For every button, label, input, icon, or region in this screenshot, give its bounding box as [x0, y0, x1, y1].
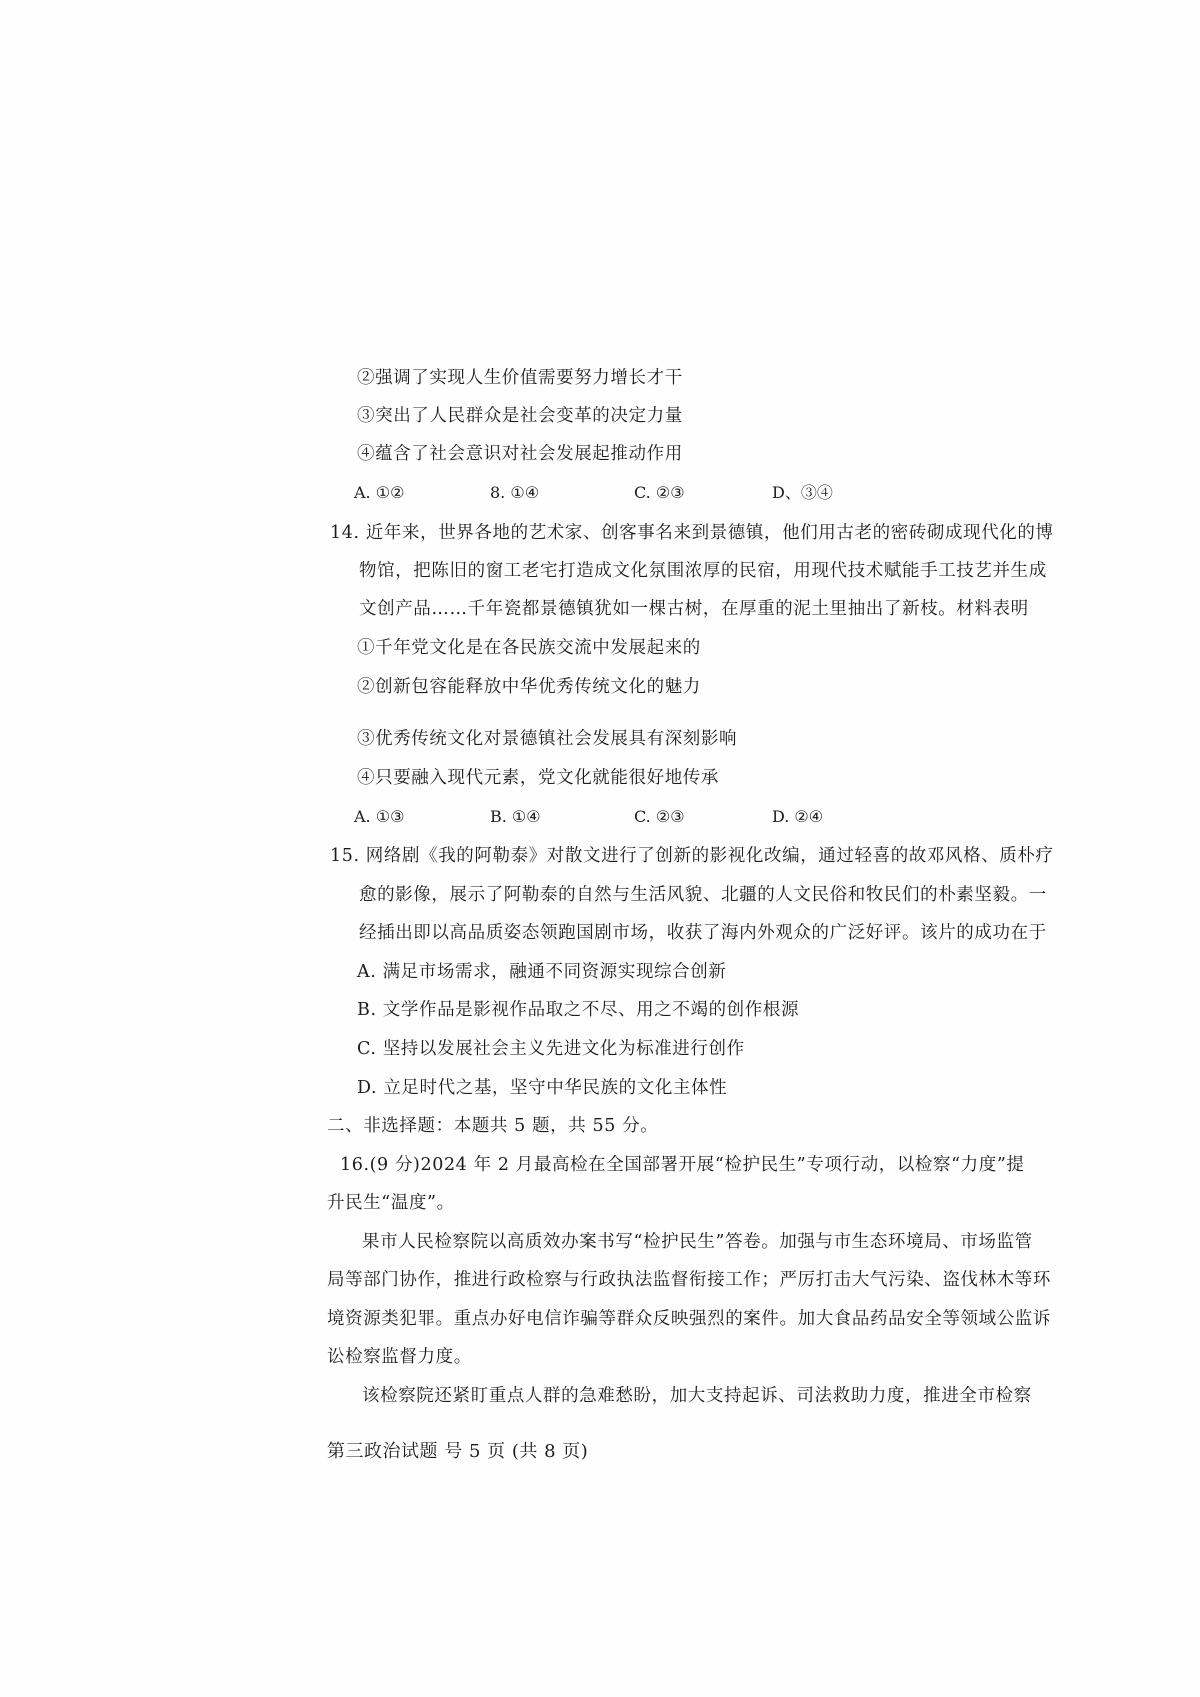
- q16-line-6: 讼检察监督力度。: [327, 1347, 472, 1367]
- q14-stem-line-3: 文创产品……千年瓷都景德镇犹如一棵古树，在厚重的泥土里抽出了新枝。材料表明: [359, 599, 1029, 619]
- q14-option-d: D. ②④: [772, 807, 824, 826]
- q14-option-b: B. ①④: [490, 807, 541, 826]
- q14-stem-line-1: 14. 近年来，世界各地的艺术家、创客事名来到景德镇，他们用古老的密砖砌成现代化的博: [330, 523, 1054, 543]
- q16-line-2: 升民生“温度”。: [327, 1193, 455, 1213]
- q16-line-1: 16.(9 分)2024 年 2 月最高检在全国部署开展“检护民生”专项行动，以检察“力度”提: [340, 1155, 1025, 1175]
- q15-stem-line-3: 经插出即以高品质姿态领跑国剧市场，收获了海内外观众的广泛好评。该片的成功在于: [359, 923, 1047, 943]
- q14-item-2: ②创新包容能释放中华优秀传统文化的魅力: [357, 677, 701, 697]
- q15-option-a: A. 满足市场需求，融通不同资源实现综合创新: [357, 962, 727, 982]
- q16-line-7: 该检察院还紧盯重点人群的急难愁盼，加大支持起诉、司法救助力度，推进全市检察: [362, 1386, 1032, 1406]
- q16-line-5: 境资源类犯罪。重点办好电信诈骗等群众反映强烈的案件。加大食品药品安全等领域公监诉: [327, 1309, 1051, 1329]
- q14-item-1: ①千年党文化是在各民族交流中发展起来的: [357, 638, 701, 658]
- q14-item-4: ④只要融入现代元素，党文化就能很好地传承: [357, 768, 719, 788]
- q13-item-2: ②强调了实现人生价值需要努力增长才干: [357, 368, 683, 388]
- q16-line-4: 局等部门协作，推进行政检察与行政执法监督衔接工作；严厉打击大气污染、盗伐林木等环: [327, 1270, 1051, 1290]
- q13-item-3: ③突出了人民群众是社会变革的决定力量: [357, 406, 683, 426]
- q15-option-c: C. 坚持以发展社会主义先进文化为标准进行创作: [357, 1039, 745, 1059]
- q14-option-c: C. ②③: [634, 807, 685, 826]
- q16-line-3: 果市人民检察院以高质效办案书写“检护民生”答卷。加强与市生态环境局、市场监管: [362, 1232, 1033, 1252]
- page-footer: 第三政治试题 号 5 页 (共 8 页): [327, 1441, 589, 1462]
- q13-option-b: 8. ①④: [490, 483, 540, 502]
- q14-stem-line-2: 物馆，把陈旧的窗工老宅打造成文化氛围浓厚的民宿，用现代技术赋能手工技艺并生成: [359, 561, 1047, 581]
- q14-item-3: ③优秀传统文化对景德镇社会发展具有深刻影响: [357, 729, 738, 749]
- q15-stem-line-2: 愈的影像，展示了阿勒泰的自然与生活风貌、北疆的人文民俗和牧民们的朴素坚毅。一: [359, 885, 1047, 905]
- q13-option-d: D、③④: [772, 483, 833, 502]
- q13-option-a: A. ①②: [354, 483, 405, 502]
- q15-stem-line-1: 15. 网络剧《我的阿勒泰》对散文进行了创新的影视化改编，通过轻喜的故邓风格、质朴疗: [330, 846, 1054, 866]
- q13-option-c: C. ②③: [634, 483, 685, 502]
- q15-option-d: D. 立足时代之基，坚守中华民族的文化主体性: [357, 1078, 728, 1098]
- section-2-heading: 二、非选择题：本题共 5 题，共 55 分。: [327, 1116, 659, 1136]
- q15-option-b: B. 文学作品是影视作品取之不尽、用之不竭的创作根源: [357, 1000, 800, 1020]
- q13-item-4: ④蕴含了社会意识对社会发展起推动作用: [357, 444, 683, 464]
- q14-option-a: A. ①③: [354, 807, 405, 826]
